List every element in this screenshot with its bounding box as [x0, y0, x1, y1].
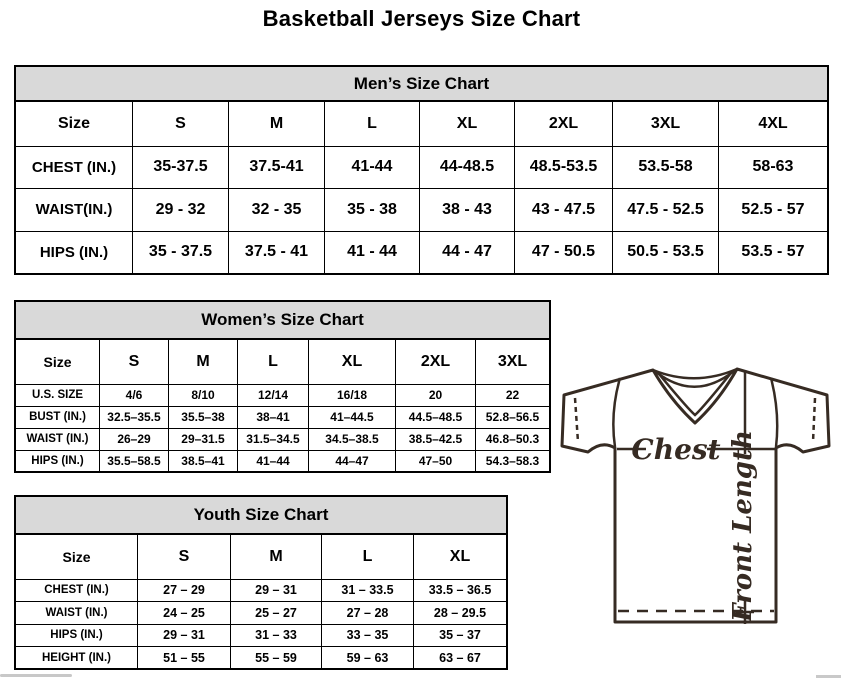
column-header: M — [229, 101, 325, 146]
table-cell: 38–41 — [238, 406, 309, 428]
front-length-label: Front Length — [728, 430, 758, 622]
table-cell: 31.5–34.5 — [238, 428, 309, 450]
table-cell: 35 - 37.5 — [133, 231, 229, 274]
column-header: S — [100, 339, 169, 384]
womens-table-grid — [14, 338, 551, 473]
table-cell: 29 – 31 — [138, 624, 231, 647]
column-header: 4XL — [719, 101, 829, 146]
womens-table-title: Women’s Size Chart — [14, 300, 551, 338]
column-header: 3XL — [613, 101, 719, 146]
table-cell: 48.5-53.5 — [515, 146, 613, 189]
table-cell: 20 — [396, 384, 476, 406]
table-cell: 27 – 29 — [138, 579, 231, 602]
column-header: L — [322, 534, 414, 579]
table-cell: 44–47 — [309, 450, 396, 472]
table-cell: 44.5–48.5 — [396, 406, 476, 428]
table-row — [15, 189, 828, 232]
table-cell: 16/18 — [309, 384, 396, 406]
table-cell: 44-48.5 — [420, 146, 515, 189]
table-cell: 31 – 33.5 — [322, 579, 414, 602]
column-header: S — [133, 101, 229, 146]
table-cell: 22 — [476, 384, 551, 406]
table-cell: 51 – 55 — [138, 647, 231, 670]
column-header: 2XL — [515, 101, 613, 146]
column-header: XL — [420, 101, 515, 146]
youth-size-table — [14, 495, 508, 670]
table-cell: 47–50 — [396, 450, 476, 472]
table-cell: 47.5 - 52.5 — [613, 189, 719, 232]
womens-size-table — [14, 300, 551, 473]
table-cell: 38.5–42.5 — [396, 428, 476, 450]
table-cell: 58-63 — [719, 146, 829, 189]
table-row — [15, 428, 550, 450]
column-header: S — [138, 534, 231, 579]
row-label: WAIST (IN.) — [15, 602, 138, 625]
table-cell: 35-37.5 — [133, 146, 229, 189]
size-column-header: Size — [15, 534, 138, 579]
table-cell: 59 – 63 — [322, 647, 414, 670]
table-cell: 35 - 38 — [325, 189, 420, 232]
table-cell: 29 – 31 — [231, 579, 322, 602]
table-cell: 24 – 25 — [138, 602, 231, 625]
table-cell: 41-44 — [325, 146, 420, 189]
table-cell: 25 – 27 — [231, 602, 322, 625]
table-cell: 44 - 47 — [420, 231, 515, 274]
table-row — [15, 647, 507, 670]
row-label: HIPS (IN.) — [15, 450, 100, 472]
table-cell: 37.5 - 41 — [229, 231, 325, 274]
table-cell: 34.5–38.5 — [309, 428, 396, 450]
table-cell: 32 - 35 — [229, 189, 325, 232]
page-title: Basketball Jerseys Size Chart — [262, 6, 581, 31]
horizontal-scrollbar-thumb[interactable] — [0, 674, 72, 677]
table-cell: 63 – 67 — [414, 647, 508, 670]
column-header: XL — [414, 534, 508, 579]
chest-label: Chest — [631, 433, 721, 466]
mens-table-title: Men’s Size Chart — [14, 65, 829, 100]
row-label: CHEST (IN.) — [15, 146, 133, 189]
table-row — [15, 624, 507, 647]
column-header: L — [238, 339, 309, 384]
table-cell: 38.5–41 — [169, 450, 238, 472]
jersey-measurement-diagram — [556, 356, 842, 632]
column-header: M — [169, 339, 238, 384]
table-cell: 41–44.5 — [309, 406, 396, 428]
mens-table-grid — [14, 100, 829, 275]
table-row — [15, 231, 828, 274]
table-row — [15, 146, 828, 189]
table-cell: 12/14 — [238, 384, 309, 406]
row-label: WAIST (IN.) — [15, 428, 100, 450]
row-label: WAIST(IN.) — [15, 189, 133, 232]
table-cell: 29–31.5 — [169, 428, 238, 450]
table-cell: 37.5-41 — [229, 146, 325, 189]
row-label: HIPS (IN.) — [15, 231, 133, 274]
table-cell: 53.5-58 — [613, 146, 719, 189]
row-label: U.S. SIZE — [15, 384, 100, 406]
table-cell: 47 - 50.5 — [515, 231, 613, 274]
table-cell: 55 – 59 — [231, 647, 322, 670]
header-row — [15, 101, 828, 146]
table-cell: 50.5 - 53.5 — [613, 231, 719, 274]
table-cell: 41–44 — [238, 450, 309, 472]
header-row — [15, 534, 507, 579]
jersey-outline-shape — [562, 369, 829, 622]
table-cell: 33 – 35 — [322, 624, 414, 647]
youth-table-grid — [14, 533, 508, 670]
table-cell: 32.5–35.5 — [100, 406, 169, 428]
horizontal-scrollbar-fragment[interactable] — [816, 675, 841, 678]
table-cell: 46.8–50.3 — [476, 428, 551, 450]
table-cell: 35 – 37 — [414, 624, 508, 647]
table-cell: 38 - 43 — [420, 189, 515, 232]
youth-table-title: Youth Size Chart — [14, 495, 508, 533]
table-row — [15, 406, 550, 428]
table-cell: 52.8–56.5 — [476, 406, 551, 428]
table-row — [15, 579, 507, 602]
table-cell: 29 - 32 — [133, 189, 229, 232]
row-label: CHEST (IN.) — [15, 579, 138, 602]
table-cell: 33.5 – 36.5 — [414, 579, 508, 602]
column-header: 3XL — [476, 339, 551, 384]
table-cell: 28 – 29.5 — [414, 602, 508, 625]
table-cell: 41 - 44 — [325, 231, 420, 274]
column-header: XL — [309, 339, 396, 384]
table-cell: 4/6 — [100, 384, 169, 406]
table-cell: 35.5–38 — [169, 406, 238, 428]
row-label: HEIGHT (IN.) — [15, 647, 138, 670]
table-cell: 53.5 - 57 — [719, 231, 829, 274]
table-cell: 35.5–58.5 — [100, 450, 169, 472]
table-row — [15, 384, 550, 406]
table-cell: 26–29 — [100, 428, 169, 450]
column-header: M — [231, 534, 322, 579]
table-cell: 31 – 33 — [231, 624, 322, 647]
size-column-header: Size — [15, 101, 133, 146]
table-cell: 54.3–58.3 — [476, 450, 551, 472]
row-label: BUST (IN.) — [15, 406, 100, 428]
table-cell: 27 – 28 — [322, 602, 414, 625]
size-column-header: Size — [15, 339, 100, 384]
mens-size-table — [14, 65, 829, 275]
header-row — [15, 339, 550, 384]
row-label: HIPS (IN.) — [15, 624, 138, 647]
table-row — [15, 602, 507, 625]
table-cell: 43 - 47.5 — [515, 189, 613, 232]
table-cell: 8/10 — [169, 384, 238, 406]
table-cell: 52.5 - 57 — [719, 189, 829, 232]
column-header: L — [325, 101, 420, 146]
table-row — [15, 450, 550, 472]
column-header: 2XL — [396, 339, 476, 384]
